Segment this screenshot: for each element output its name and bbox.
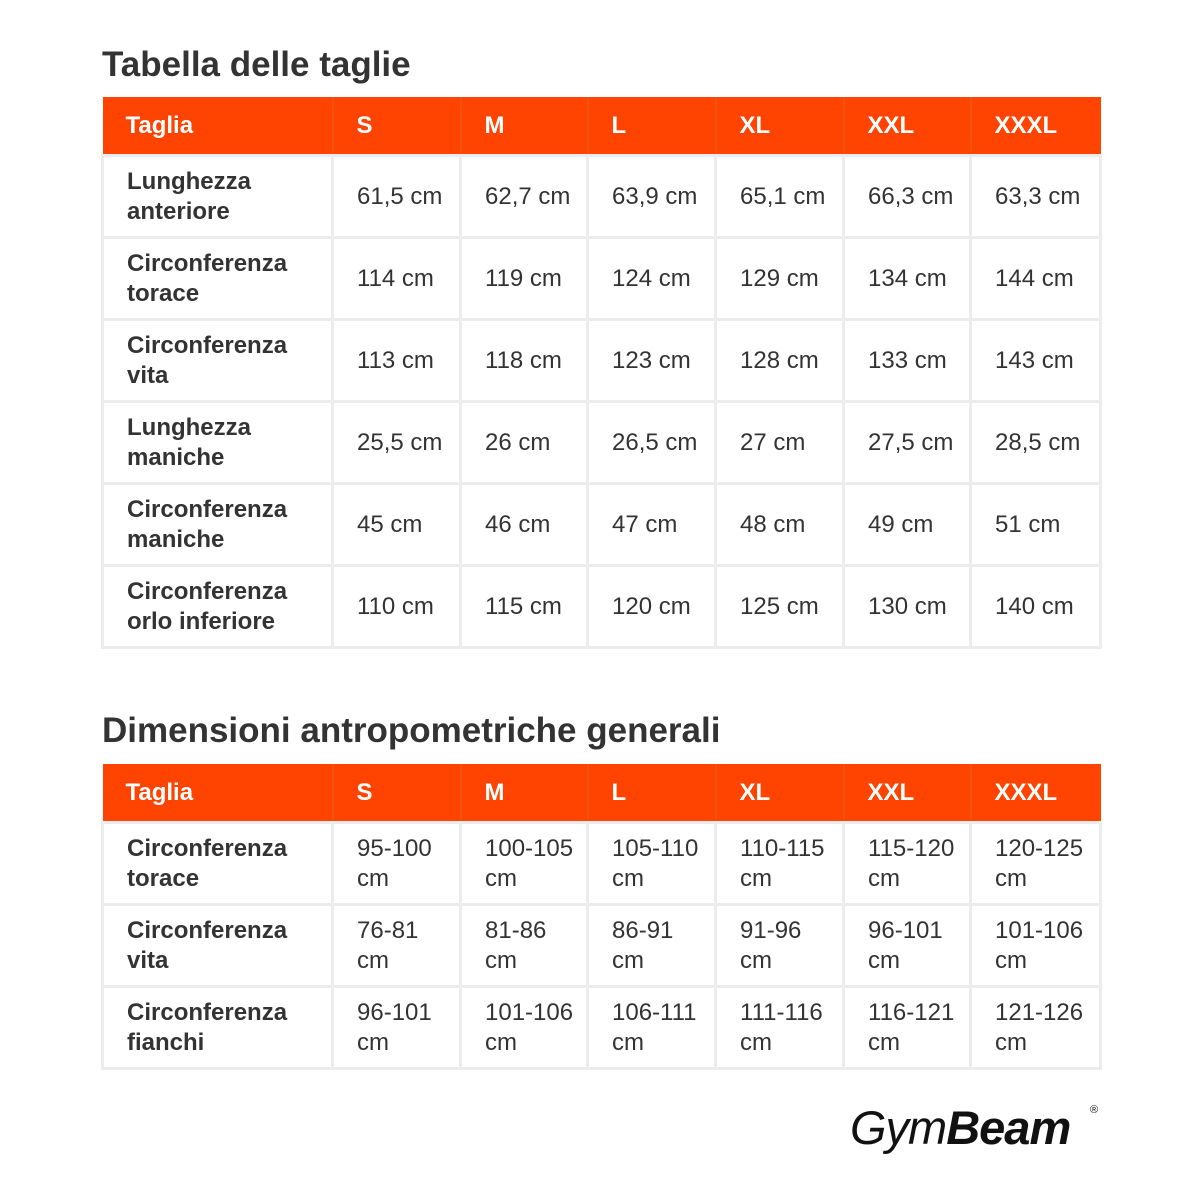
table-cell: 143 cm	[971, 320, 1101, 402]
table-cell: 48 cm	[716, 484, 844, 566]
row-label: Circonferenza maniche	[103, 484, 333, 566]
table-cell: 86-91 cm	[588, 905, 716, 987]
table-cell: 76-81 cm	[333, 905, 461, 987]
table-cell: 47 cm	[588, 484, 716, 566]
table-cell: 26,5 cm	[588, 402, 716, 484]
logo-text-gym: Gym	[850, 1101, 947, 1154]
table-row	[103, 320, 1101, 402]
row-label: Circonferenza torace	[103, 238, 333, 320]
row-label: Lunghezza anteriore	[103, 156, 333, 238]
table-cell: 63,9 cm	[588, 156, 716, 238]
header-cell-size-label: Taglia	[103, 97, 333, 156]
row-label: Circonferenza fianchi	[103, 987, 333, 1069]
table-cell: 115-120 cm	[844, 823, 971, 905]
table-cell: 134 cm	[844, 238, 971, 320]
table-cell: 96-101 cm	[333, 987, 461, 1069]
table-cell: 46 cm	[461, 484, 588, 566]
anthropometric-table	[101, 764, 1102, 1070]
table-cell: 121-126 cm	[971, 987, 1101, 1069]
table-cell: 120-125 cm	[971, 823, 1101, 905]
header-cell-xxxl: XXXL	[971, 97, 1101, 156]
table-cell: 45 cm	[333, 484, 461, 566]
table-cell: 119 cm	[461, 238, 588, 320]
table-cell: 133 cm	[844, 320, 971, 402]
table-cell: 114 cm	[333, 238, 461, 320]
table-cell: 26 cm	[461, 402, 588, 484]
table-cell: 27 cm	[716, 402, 844, 484]
header-cell-xl: XL	[716, 97, 844, 156]
size-chart-header-row	[103, 97, 1101, 156]
table-cell: 101-106 cm	[971, 905, 1101, 987]
table-cell: 115 cm	[461, 566, 588, 648]
table-cell: 62,7 cm	[461, 156, 588, 238]
table-cell: 51 cm	[971, 484, 1101, 566]
table-cell: 125 cm	[716, 566, 844, 648]
table-cell: 27,5 cm	[844, 402, 971, 484]
table-cell: 110-115 cm	[716, 823, 844, 905]
table-cell: 116-121 cm	[844, 987, 971, 1069]
header-cell-m: M	[461, 97, 588, 156]
table-cell: 63,3 cm	[971, 156, 1101, 238]
table-cell: 81-86 cm	[461, 905, 588, 987]
table-cell: 66,3 cm	[844, 156, 971, 238]
table-cell: 111-116 cm	[716, 987, 844, 1069]
table-row	[103, 156, 1101, 238]
row-label: Circonferenza orlo inferiore	[103, 566, 333, 648]
table-row	[103, 484, 1101, 566]
table-cell: 61,5 cm	[333, 156, 461, 238]
table-cell: 28,5 cm	[971, 402, 1101, 484]
logo-text-beam: Beam	[946, 1101, 1071, 1154]
table-row	[103, 566, 1101, 648]
table-row	[103, 823, 1101, 905]
table-cell: 128 cm	[716, 320, 844, 402]
header-cell-xxl: XXL	[844, 97, 971, 156]
table-cell: 91-96 cm	[716, 905, 844, 987]
header-cell-s: S	[333, 97, 461, 156]
row-label: Lunghezza maniche	[103, 402, 333, 484]
row-label: Circonferenza vita	[103, 905, 333, 987]
table-row	[103, 238, 1101, 320]
size-chart-table	[101, 97, 1102, 649]
table-cell: 129 cm	[716, 238, 844, 320]
table-cell: 25,5 cm	[333, 402, 461, 484]
table-cell: 110 cm	[333, 566, 461, 648]
gymbeam-logo	[850, 1100, 1100, 1156]
anthropometric-title: Dimensioni antropometriche generali	[102, 711, 721, 750]
registered-mark: ®	[1090, 1104, 1099, 1116]
header-cell-s: S	[333, 764, 461, 823]
table-row	[103, 402, 1101, 484]
table-cell: 123 cm	[588, 320, 716, 402]
row-label: Circonferenza vita	[103, 320, 333, 402]
header-cell-xxxl: XXXL	[971, 764, 1101, 823]
table-cell: 96-101 cm	[844, 905, 971, 987]
table-cell: 101-106 cm	[461, 987, 588, 1069]
header-cell-xxl: XXL	[844, 764, 971, 823]
table-cell: 113 cm	[333, 320, 461, 402]
table-cell: 100-105 cm	[461, 823, 588, 905]
table-cell: 140 cm	[971, 566, 1101, 648]
table-cell: 65,1 cm	[716, 156, 844, 238]
row-label: Circonferenza torace	[103, 823, 333, 905]
table-cell: 130 cm	[844, 566, 971, 648]
table-cell: 95-100 cm	[333, 823, 461, 905]
table-cell: 144 cm	[971, 238, 1101, 320]
header-cell-xl: XL	[716, 764, 844, 823]
header-cell-m: M	[461, 764, 588, 823]
header-cell-size-label: Taglia	[103, 764, 333, 823]
table-cell: 49 cm	[844, 484, 971, 566]
table-cell: 120 cm	[588, 566, 716, 648]
table-cell: 124 cm	[588, 238, 716, 320]
table-row	[103, 987, 1101, 1069]
header-cell-l: L	[588, 97, 716, 156]
table-cell: 118 cm	[461, 320, 588, 402]
anthropometric-header-row	[103, 764, 1101, 823]
header-cell-l: L	[588, 764, 716, 823]
table-cell: 106-111 cm	[588, 987, 716, 1069]
size-chart-title: Tabella delle taglie	[102, 45, 411, 84]
table-cell: 105-110 cm	[588, 823, 716, 905]
table-row	[103, 905, 1101, 987]
